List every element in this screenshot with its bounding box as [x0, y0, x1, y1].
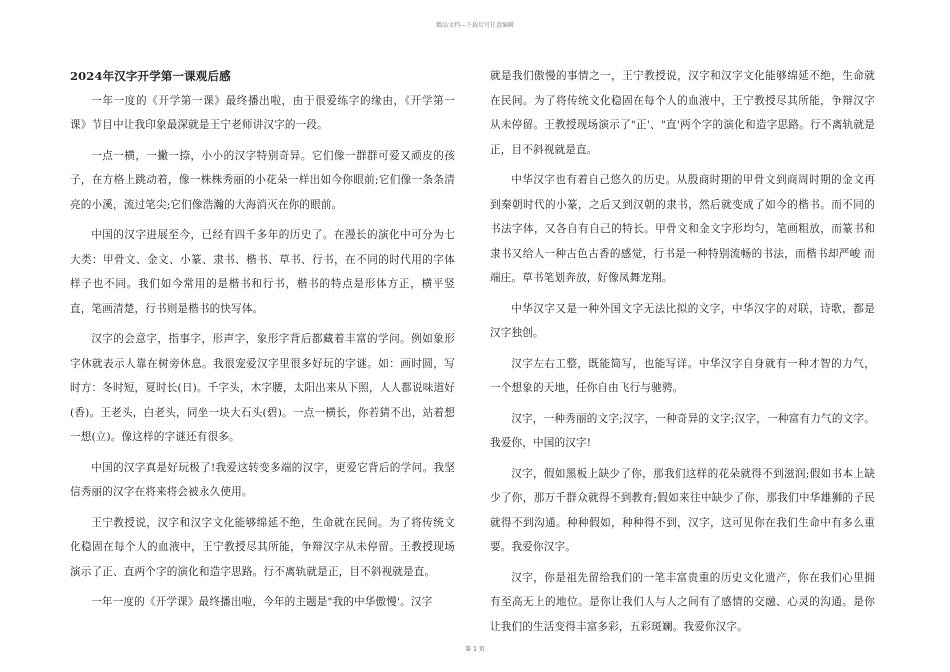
paragraph: 中国的汉字进展至今，已经有四千多年的历史了。在漫长的演化中可分为七大类：甲骨文、金文、小篆、隶书、楷书、草书、行书，在不同的时代用的字体样子也不同。我们如今常用的是楷书和行书，楷书的特点是形体方正，横平竖直，笔画清楚，行书则是楷书的快写体。	[70, 229, 455, 315]
paragraph: 汉字左右工整，既能简写，也能写详。中华汉字自身就有一种才智的力气，一个想象的天地，任你自由飞行与驰骋。	[490, 357, 875, 394]
paragraph: 汉字，假如黑板上缺少了你，那我们这样的花朵就得不到滋润;假如书本上缺少了你，那万千群众就得不到教育;假如来往中缺少了你，那我们中华雄狮的子民就得不到沟通。种种假如，种种得不到，汉字，这可见你在我们生命中有多么重要。我爱你汉字。	[490, 467, 875, 553]
paragraph: 一年一度的《开学第一课》最终播出啦，由于很爱练字的缘由，《开学第一课》节目中让我印象最深就是王宁老师讲汉字的一段。	[70, 94, 455, 131]
paragraph: 中国的汉字真是好玩极了!我爱这转变多端的汉字，更爱它背后的学问。我坚信秀丽的汉字在将来将会被永久使用。	[70, 461, 455, 498]
paragraph: 汉字，一种秀丽的文字;汉字，一种奇异的文字;汉字，一种富有力气的文字。我爱你，中国的汉字!	[490, 412, 875, 449]
paragraph: 汉字，你是祖先留给我们的一笔丰富贵重的历史文化遗产，你在我们心里拥有至高无上的地位。是你让我们人与人之间有了感情的交融、心灵的沟通。是你让我们的生活变得丰富多彩，五彩斑斓。我爱你汉字。	[490, 571, 875, 633]
paragraph: 王宁教授说，汉字和汉字文化能够绵延不绝，生命就在民间。为了将传统文化稳固在每个人的血液中，王宁教授尽其所能，争辩汉字从未停留。王教授现场演示了正、直两个字的演化和造字思路。行不离轨就是正，目不斜视就是直。	[70, 516, 455, 578]
paragraph-continued: 就是我们傲慢的事情之一，王宁教授说，汉字和汉字文化能够绵延不绝，生命就在民间。为了将传统文化稳固在每个人的血液中，王宁教授尽其所能，争辩汉字从未停留。王教授现场演示了"正'、"直'两个字的演化和造字思路。行不离轨就是正，目不斜视就是直。	[490, 70, 875, 156]
page-header: 精品文档---下载后可任意编辑	[435, 22, 515, 29]
paragraph: 一点一横，一撇一捺，小小的汉字特别奇异。它们像一群群可爱又顽皮的孩子，在方格上跳动着，像一株株秀丽的小花朵一样出如今你眼前;它们像一条条清亮的小溪，流过笔尖;它们像浩瀚的大海消灭在你的眼前。	[70, 149, 455, 211]
right-column	[490, 64, 875, 645]
left-column	[70, 64, 455, 621]
paragraph: 中华汉字又是一种外国文字无法比拟的文字，中华汉字的对联，诗歌，都是汉字独创。	[490, 302, 875, 339]
paragraph: 中华汉字也有着自己悠久的历史。从殷商时期的甲骨文到商周时期的金文再到秦朝时代的小篆，之后又到汉朝的隶书，然后就变成了如今的楷书。而不同的书法字体，又各自有自己的特长。甲骨文和金文字形均匀，笔画粗放，而篆书和隶书又给人一种古色古香的感觉，行书是一种特别流畅的书法，而楷书却严峻 而端庄。草书笔划奔放，好像凤舞龙翔。	[490, 174, 875, 284]
page-number: 第 1 页	[465, 646, 485, 653]
paragraph: 一年一度的《开学课》最终播出啦，今年的主题是"我的中华傲慢'。汉字	[91, 596, 433, 608]
paragraph: 汉字的会意字，指事字，形声字，象形字背后都藏着丰富的学问。例如象形字休就表示人靠在树旁休息。我很宠爱汉字里很多好玩的字谜。如：画时圆，写时方：冬时短，夏时长(日)。千字头，木字腰，太阳出来从下照，人人都说味道好(香)。王老头，白老头，同坐一块大石头(碧)。一点一横长，你若猜不出，站着想一想(立)。像这样的字谜还有很多。	[70, 333, 455, 443]
document-title: 2024年汉字开学第一课观后感	[70, 69, 231, 83]
